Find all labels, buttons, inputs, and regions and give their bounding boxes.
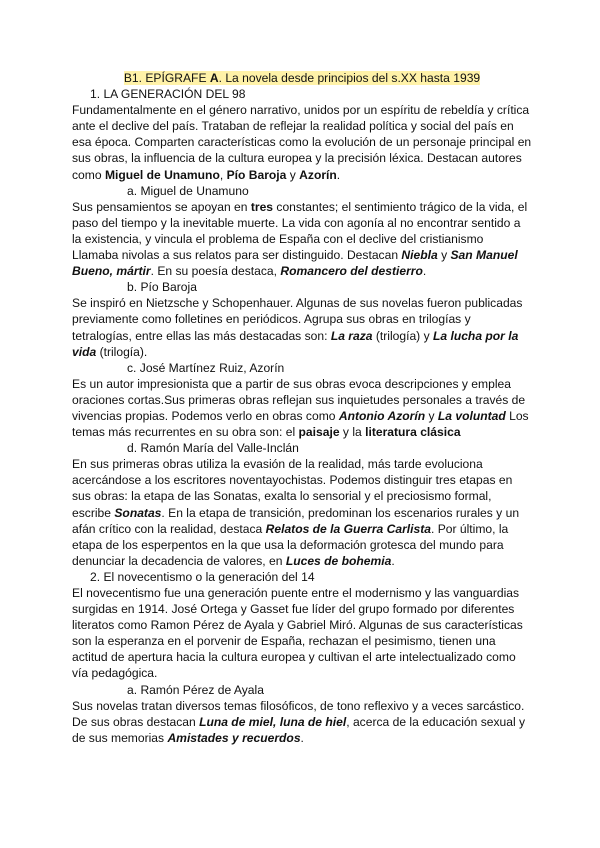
paragraph-generacion-98: Fundamentalmente en el género narrativo, unidos por un espíritu de rebeldía y crítica ante el declive del país. Trataban de reflejar la realidad política y social del país en esa época. Comparten características como la evolución de un personaje principal en sus obras, la influencia de la cultura europea y la precisión léxica. Destacan autores como Miguel de Unamuno, Pío Baroja y Azorín. — [72, 103, 532, 182]
paragraph-azorin: Es un autor impresionista que a partir de sus obras evoca descripciones y emplea oraciones cortas.Sus primeras obras reflejan sus inquietudes personales a través de vivencias propias. Podemos verlo en obras como Antonio Azorín y La voluntad Los temas más recurrentes en su obra son: el paisaje y la literatura clásica — [72, 376, 529, 440]
subheading-baroja: b. Pío Baroja — [127, 280, 197, 295]
title-highlight: B1. EPÍGRAFE A. La novela desde principios del s.XX hasta 1939 — [123, 71, 481, 85]
paragraph-novecentismo: El novecentismo fue una generación puente entre el modernismo y las vanguardias surgidas en 1914. José Ortega y Gasset fue líder del grupo formado por diferentes literatos como Ramon Pérez de Ayala y Gabriel Miró. Algunas de sus características son la esperanza en el porvenir de España, rechazan el pesimismo, tienen una actitud de apertura hacia la cultura europea y cultivan el arte intelectualizado como vía pedagógica. — [72, 586, 523, 681]
subheading-unamuno: a. Miguel de Unamuno — [127, 183, 249, 198]
paragraph-baroja: Se inspiró en Nietzsche y Schopenhauer. Algunas de sus novelas fueron publicadas previamente como folletines en periódicos. Agrupa sus obras en trilogías y tetralogías, entre ellas las más destacadas son: La raza (trilogía) y La lucha por la vida (trilogía). — [72, 296, 523, 359]
subheading-azorin: c. José Martínez Ruiz, Azorín — [127, 360, 285, 375]
paragraph-valle-inclan: En sus primeras obras utiliza la evasión de la realidad, más tarde evoluciona acercándose a los escritores noventayochistas. Podemos distinguir tres etapas en sus obras: la etapa de las Sonatas, exalta lo sensorial y el preciosismo formal, escribe Sonatas. En la etapa de transición, predominan los escenarios rurales y un afán crítico con la realidad, destaca Relatos de la Guerra Carlista. Por último, la etapa de los esperpentos en la que usa la deformación grotesca del mundo para denunciar la decadencia de valores, en Luces de bohemia. — [72, 457, 520, 568]
subheading-perez-de-ayala: a. Ramón Pérez de Ayala — [127, 682, 264, 697]
subheading-valle-inclan: d. Ramón María del Valle-Inclán — [127, 441, 299, 456]
document-content — [72, 70, 532, 746]
section-heading-novecentismo: 2. El novecentismo o la generación del 14 — [90, 569, 315, 584]
paragraph-unamuno: Sus pensamientos se apoyan en tres constantes; el sentimiento trágico de la vida, el paso del tiempo y la inevitable muerte. La vida con agonía al no encontrar sentido a la existencia, y vincula el problema de España con el declive del cristianismo Llamaba nivolas a sus relatos para ser distinguido. Destacan Niebla y San Manuel Bueno, mártir. En su poesía destaca, Romancero del destierro. — [72, 199, 528, 279]
paragraph-perez-de-ayala: Sus novelas tratan diversos temas filosóficos, de tono reflexivo y a veces sarcástico. De sus obras destacan Luna de miel, luna de hiel, acerca de la educación sexual y de sus memorias Amistades y recuerdos. — [72, 698, 526, 745]
document-title — [72, 70, 532, 86]
section-heading-generacion-98: 1. LA GENERACIÓN DEL 98 — [90, 87, 246, 102]
